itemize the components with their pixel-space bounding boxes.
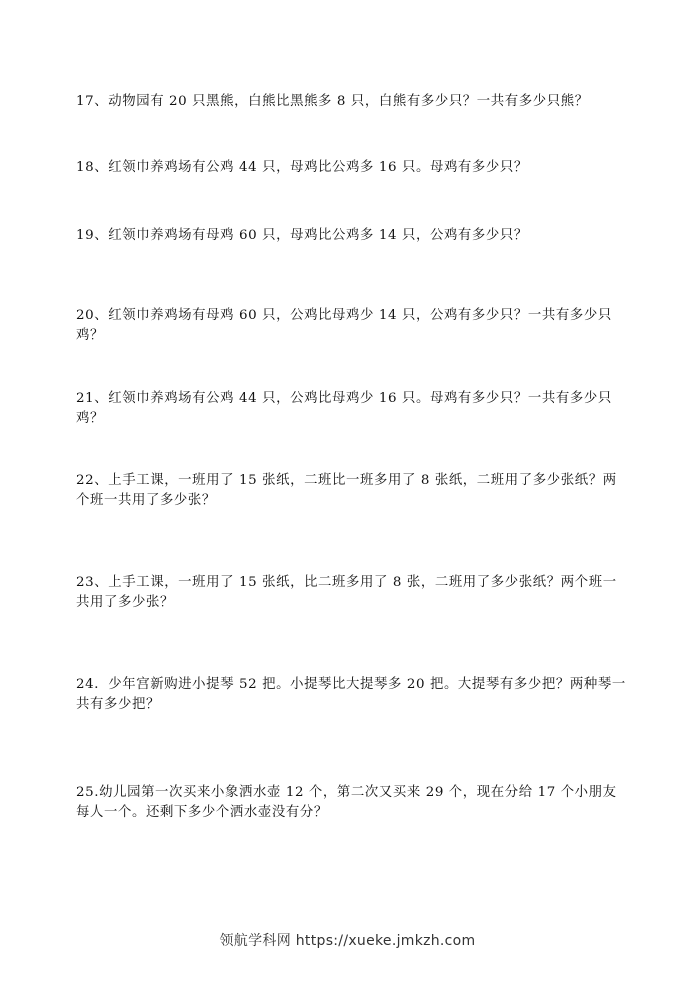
footer-watermark: 领航学科网 https://xueke.jmkzh.com xyxy=(219,933,476,949)
problem-19: 19、红领巾养鸡场有母鸡 60 只，母鸡比公鸡多 14 只，公鸡有多少只？ xyxy=(76,228,528,243)
problem-21: 21、红领巾养鸡场有公鸡 44 只，公鸡比母鸡少 16 只。母鸡有多少只？一共有多少只鸡？ xyxy=(76,391,612,426)
problem-20: 20、红领巾养鸡场有母鸡 60 只，公鸡比母鸡少 14 只，公鸡有多少只？一共有多少只鸡？ xyxy=(76,308,612,343)
problem-17: 17、动物园有 20 只黑熊，白熊比黑熊多 8 只，白熊有多少只？一共有多少只熊？ xyxy=(76,94,589,109)
problem-23: 23、上手工课，一班用了 15 张纸，比二班多用了 8 张，二班用了多少张纸？两个班一共用了多少张？ xyxy=(76,575,617,610)
problem-24: 24．少年宫新购进小提琴 52 把。小提琴比大提琴多 20 把。大提琴有多少把？两种琴一共有多少把？ xyxy=(76,677,626,712)
problem-22: 22、上手工课，一班用了 15 张纸，二班比一班多用了 8 张纸，二班用了多少张纸？两个班一共用了多少张？ xyxy=(76,473,617,508)
problem-18: 18、红领巾养鸡场有公鸡 44 只，母鸡比公鸡多 16 只。母鸡有多少只？ xyxy=(76,160,528,175)
problem-25: 25.幼儿园第一次买来小象洒水壶 12 个，第二次又买来 29 个，现在分给 17 个小朋友每人一个。还剩下多少个洒水壶没有分？ xyxy=(76,785,617,820)
